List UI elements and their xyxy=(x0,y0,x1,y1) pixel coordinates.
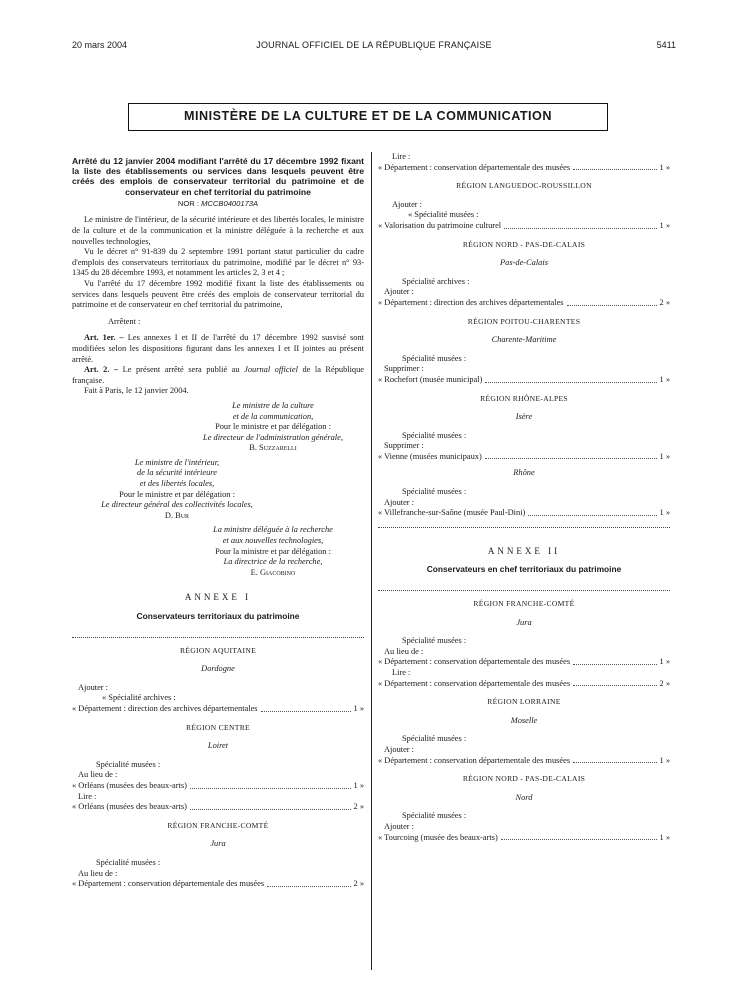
department-heading: Charente-Maritime xyxy=(491,335,557,345)
annex-1-subtitle: Conservateurs territoriaux du patrimoine xyxy=(136,611,300,621)
instruction: Ajouter : xyxy=(384,497,415,507)
sig-name: B. Suzzarelli xyxy=(249,443,297,453)
region-heading: RÉGION LANGUEDOC-ROUSSILLON xyxy=(456,181,592,191)
article-2-text-b: de la République française. xyxy=(72,365,365,385)
list-entry xyxy=(378,452,670,463)
entry-text: « Département : conservation départementale des musées xyxy=(378,162,571,172)
speciality: Spécialité musées : xyxy=(402,430,467,440)
entry-text: « Département : conservation départementale des musées xyxy=(378,678,571,688)
region-heading: RÉGION NORD - PAS-DE-CALAIS xyxy=(462,239,586,249)
instruction: Supprimer : xyxy=(384,364,424,374)
region-heading: RÉGION FRANCHE-COMTÉ xyxy=(473,599,575,609)
entry-count: 1 » xyxy=(659,755,670,765)
preamble-ministers: Le ministre de l'intérieur, de la sécurité intérieure et des libertés locales, le ministre de la culture et de la communication et la ministre déléguée à la recherche et aux nouvelles technologies, xyxy=(72,215,364,246)
instruction: Au lieu de : xyxy=(78,868,118,878)
department-heading: Dordogne xyxy=(201,664,235,674)
speciality: Spécialité musées : xyxy=(402,353,467,363)
list-entry xyxy=(72,879,364,890)
instruction: Lire : xyxy=(78,791,97,801)
entry-text: « Orléans (musées des beaux-arts) xyxy=(72,802,187,812)
entry-text: « Département : direction des archives départementales xyxy=(378,297,564,307)
list-entry xyxy=(378,508,670,519)
department-heading: Loiret xyxy=(207,741,229,751)
region-heading: RÉGION CENTRE xyxy=(185,722,250,732)
header-journal-title: JOURNAL OFFICIEL DE LA RÉPUBLIQUE FRANÇAISE xyxy=(256,40,492,50)
sig-line: La ministre déléguée à la recherche xyxy=(213,525,333,535)
arretent: Arrêtent : xyxy=(108,316,141,326)
speciality: Spécialité musées : xyxy=(96,857,161,867)
preamble-vu-decret: Vu le décret n° 91-839 du 2 septembre 1991 portant statut particulier du cadre d'emplois des conservateurs territoriaux du patrimoine, modifié par le décret n° 93-1345 du 28 décembre 1993, et notamment les articles 2, 3 et 4 ; xyxy=(72,247,364,278)
list-entry xyxy=(378,375,670,386)
signature-recherche xyxy=(72,525,364,578)
instruction: Ajouter : xyxy=(384,744,415,754)
entry-text: « Valorisation du patrimoine culturel xyxy=(378,220,502,230)
instruction: Lire : xyxy=(392,152,411,161)
sig-line: Le directeur général des collectivités locales, xyxy=(101,500,253,510)
entry-count: 1 » xyxy=(659,220,670,230)
region-heading: RÉGION NORD - PAS-DE-CALAIS xyxy=(462,774,586,784)
entry-count: 1 » xyxy=(659,508,670,518)
left-column xyxy=(72,152,364,890)
dotted-separator xyxy=(378,584,670,591)
entry-text: « Villefranche-sur-Saône (musée Paul-Dini) xyxy=(378,508,526,518)
entry-count: 2 » xyxy=(353,879,364,889)
instruction: Ajouter : xyxy=(384,287,415,297)
sig-line: Pour la ministre et par délégation : xyxy=(215,546,331,556)
article-2-label: Art. 2. – xyxy=(84,365,119,375)
nor-label: NOR : xyxy=(177,198,199,208)
sig-line: Pour le ministre et par délégation : xyxy=(119,489,235,499)
region-heading: RÉGION RHÔNE-ALPES xyxy=(480,393,568,403)
sig-line: Pour le ministre et par délégation : xyxy=(215,422,331,432)
article-1-text: Les annexes I et II de l'arrêté du 17 décembre 1992 susvisé sont modifiées selon les dispositions figurant dans les annexes I et II jointes au présent arrêté. xyxy=(72,333,365,364)
speciality: « Spécialité archives : xyxy=(102,693,176,703)
list-entry xyxy=(378,221,670,232)
department-heading: Rhône xyxy=(513,468,535,478)
list-entry xyxy=(378,756,670,767)
entry-text: « Département : conservation départementale des musées xyxy=(72,879,265,889)
entry-count: 1 » xyxy=(659,451,670,461)
speciality: Spécialité musées : xyxy=(96,759,161,769)
header-page-number: 5411 xyxy=(656,40,676,50)
region-heading: RÉGION POITOU-CHARENTES xyxy=(467,316,581,326)
article-2-text-a: Le présent arrêté sera publié au xyxy=(122,365,240,375)
entry-count: 2 » xyxy=(659,678,670,688)
sig-line: Le directeur de l'administration générale, xyxy=(203,432,343,442)
department-heading: Nord xyxy=(515,792,533,802)
annex-2-heading: ANNEXE II xyxy=(487,545,561,556)
running-header xyxy=(72,40,676,54)
instruction: Au lieu de : xyxy=(384,646,424,656)
speciality: « Spécialité musées : xyxy=(408,210,479,220)
region-heading: RÉGION LORRAINE xyxy=(487,697,561,707)
list-entry xyxy=(72,704,364,715)
signature-culture xyxy=(72,401,364,454)
entry-text: « Département : direction des archives départementales xyxy=(72,703,258,713)
instruction: Supprimer : xyxy=(384,441,424,451)
list-entry xyxy=(378,298,670,309)
entry-text: « Orléans (musées des beaux-arts) xyxy=(72,780,187,790)
entry-count: 1 » xyxy=(659,374,670,384)
preamble-vu-arrete: Vu l'arrêté du 17 décembre 1992 modifié fixant la liste des établissements ou services dans lesquels peuvent être créés des emplois de conservateur territorial du patrimoine et de conservateur en chef territorial du patrimoine, xyxy=(72,278,364,310)
column-divider xyxy=(371,152,372,970)
department-heading: Pas-de-Calais xyxy=(500,258,548,268)
dotted-separator xyxy=(378,521,670,528)
sig-line: Le ministre de l'intérieur, xyxy=(134,457,220,467)
instruction: Lire : xyxy=(392,668,411,677)
sig-line: La directrice de la recherche, xyxy=(223,557,323,567)
speciality: Spécialité musées : xyxy=(402,636,467,646)
article-1 xyxy=(72,333,364,365)
ministry-banner: MINISTÈRE DE LA CULTURE ET DE LA COMMUNICATION xyxy=(128,103,608,131)
sig-line: de la sécurité intérieure xyxy=(137,468,217,478)
speciality: Spécialité archives : xyxy=(402,276,470,286)
entry-text: « Tourcoing (musée des beaux-arts) xyxy=(378,832,498,842)
department-heading: Jura xyxy=(210,839,226,849)
list-entry xyxy=(378,679,670,690)
sig-line: et de la communication, xyxy=(232,411,314,421)
sig-name: E. Giacobino xyxy=(250,567,296,577)
region-heading: RÉGION FRANCHE-COMTÉ xyxy=(167,820,269,830)
speciality: Spécialité musées : xyxy=(402,487,467,497)
list-entry xyxy=(378,833,670,844)
article-2-journal: Journal officiel xyxy=(244,365,298,375)
instruction: Au lieu de : xyxy=(78,770,118,780)
fait-a-paris: Fait à Paris, le 12 janvier 2004. xyxy=(84,386,189,396)
list-entry xyxy=(378,657,670,668)
right-column xyxy=(378,152,670,843)
decree-title: Arrêté du 12 janvier 2004 modifiant l'arrêté du 17 décembre 1992 fixant la liste des établissements ou services dans lesquels peuvent être créés des emplois de conservateur territorial du patrimoine et de conservateur en chef territorial du patrimoine xyxy=(72,156,364,197)
department-heading: Jura xyxy=(516,617,532,627)
instruction: Ajouter : xyxy=(392,199,423,209)
entry-text: « Vienne (musées municipaux) xyxy=(378,451,482,461)
sig-line: et aux nouvelles technologies, xyxy=(222,536,324,546)
speciality: Spécialité musées : xyxy=(402,811,467,821)
article-2 xyxy=(72,365,364,386)
sig-line: et des libertés locales, xyxy=(139,479,215,489)
entry-text: « Département : conservation départementale des musées xyxy=(378,755,571,765)
entry-count: 2 » xyxy=(659,297,670,307)
dotted-separator xyxy=(72,631,364,638)
article-1-label: Art. 1er. – xyxy=(84,333,124,343)
instruction: Ajouter : xyxy=(384,821,415,831)
region-heading: RÉGION AQUITAINE xyxy=(179,645,257,655)
speciality: Spécialité musées : xyxy=(402,734,467,744)
nor-reference xyxy=(72,199,364,210)
sig-line: Le ministre de la culture xyxy=(232,400,314,410)
entry-count: 1 » xyxy=(659,162,670,172)
annex-2-subtitle: Conservateurs en chef territoriaux du patrimoine xyxy=(426,564,622,575)
department-heading: Moselle xyxy=(510,715,538,725)
department-heading: Isère xyxy=(515,412,533,422)
entry-text: « Département : conservation départementale des musées xyxy=(378,657,571,667)
signature-interieur xyxy=(72,458,282,522)
entry-count: 1 » xyxy=(353,780,364,790)
list-entry xyxy=(72,781,364,792)
list-entry xyxy=(378,163,670,174)
annex-1-heading: ANNEXE I xyxy=(184,592,252,603)
instruction: Ajouter : xyxy=(78,682,109,692)
entry-count: 1 » xyxy=(659,657,670,667)
list-entry xyxy=(72,802,364,813)
entry-count: 1 » xyxy=(353,703,364,713)
entry-count: 1 » xyxy=(659,832,670,842)
entry-count: 2 » xyxy=(353,802,364,812)
header-date: 20 mars 2004 xyxy=(72,40,128,50)
entry-text: « Rochefort (musée municipal) xyxy=(378,374,483,384)
sig-name: D. Bur xyxy=(164,510,190,520)
nor-code: MCCB0400173A xyxy=(201,198,259,208)
